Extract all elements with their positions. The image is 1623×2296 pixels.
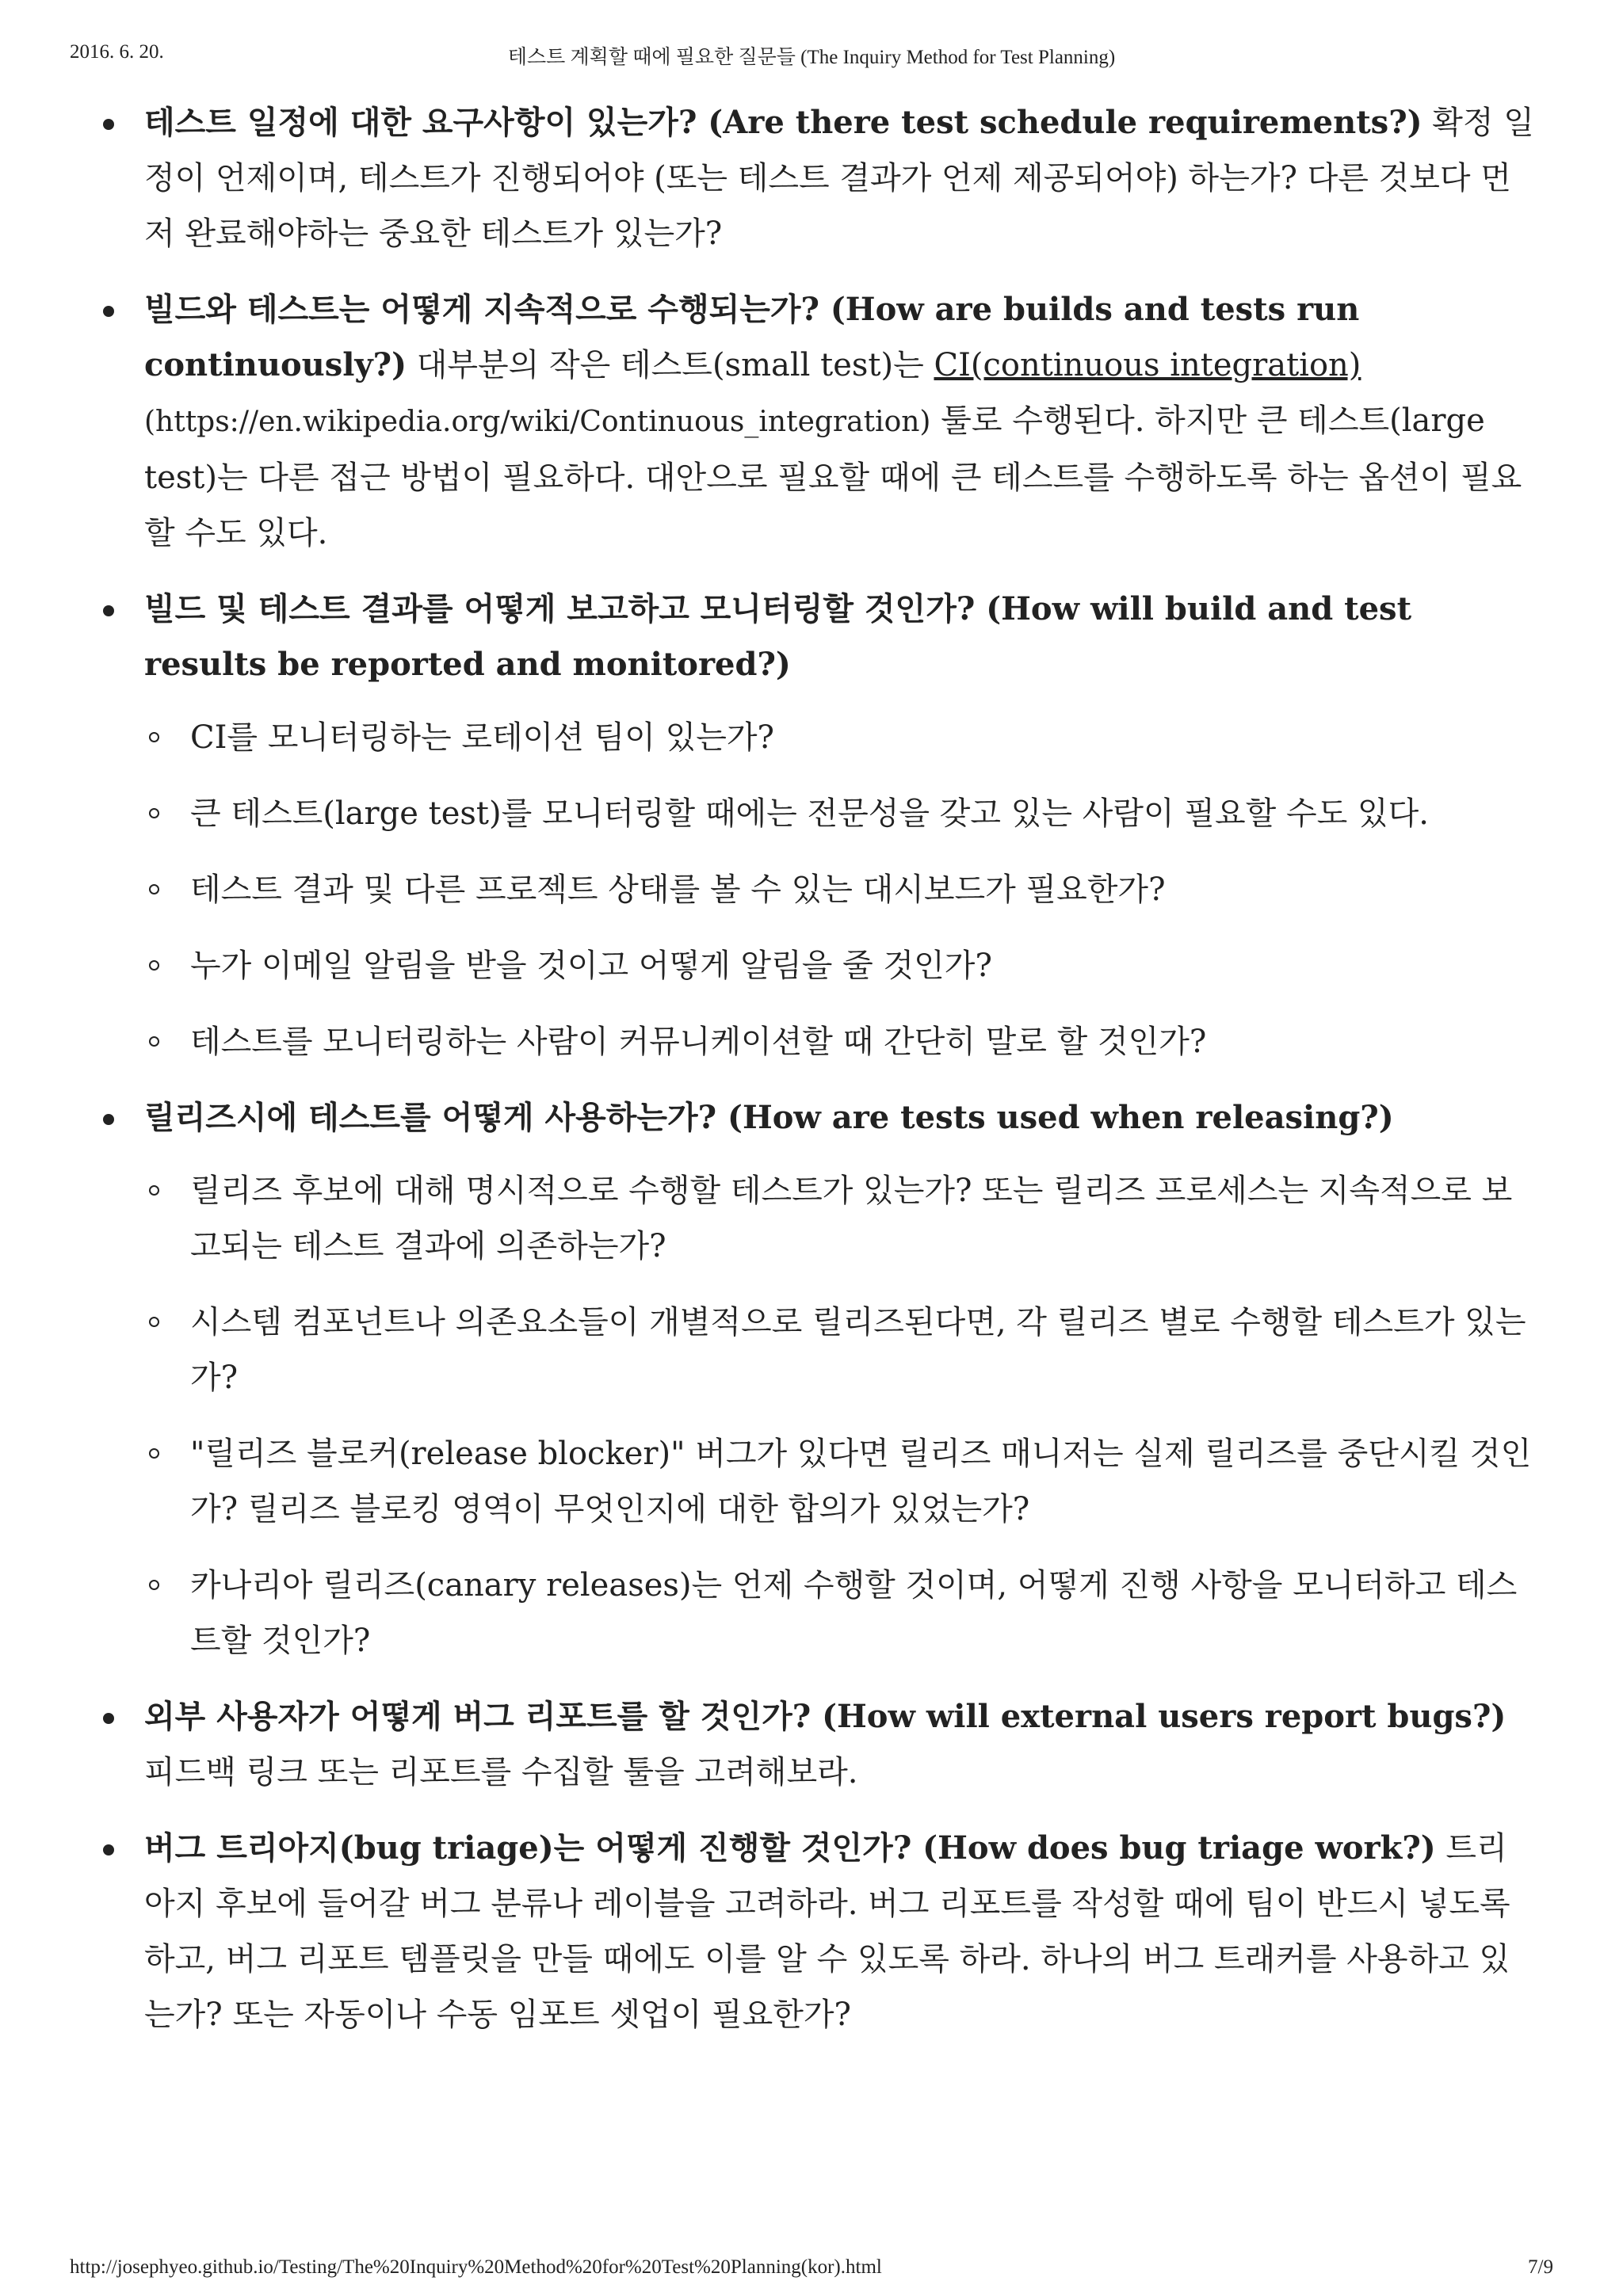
sub-list (144, 710, 1537, 1070)
item-body-continued: 툴로 수행된다. 하지만 큰 테스트(large test)는 다른 접근 방법이 필요하다. 대안으로 필요할 때에 큰 테스트를 수행하도록 하는 옵션이 필요할 수도 있다. (144, 402, 1522, 551)
sub-list-item: 큰 테스트(large test)를 모니터링할 때에는 전문성을 갖고 있는 사람이 필요할 수도 있다. (144, 786, 1537, 841)
ci-link-url: (https://en.wikipedia.org/wiki/Continuous_integration) (144, 406, 931, 438)
print-header (70, 41, 1553, 73)
item-body: 트리아지 후보에 들어갈 버그 분류나 레이블을 고려하라. 버그 리포트를 작성할 때에 팀이 반드시 넣도록 하고, 버그 리포트 템플릿을 만들 때에도 이를 알 수 있도록 하라. 하나의 버그 트래커를 사용하고 있는가? 또는 자동이나 수동 임포트 셋업이 필요한가? (144, 1830, 1510, 2033)
item-body: 대부분의 작은 테스트(small test)는 (407, 347, 934, 383)
question-list (95, 95, 1537, 2042)
document-title: 테스트 계획할 때에 필요한 질문들 (The Inquiry Method for Test Planning) (507, 47, 1116, 68)
item-heading: 외부 사용자가 어떻게 버그 리포트를 할 것인가? (How will external users report bugs?) (144, 1698, 1507, 1735)
sub-list (144, 1163, 1537, 1669)
item-heading: 릴리즈시에 테스트를 어떻게 사용하는가? (How are tests used when releasing?) (144, 1099, 1394, 1136)
main-content (95, 95, 1537, 2063)
list-item-release-tests (95, 1090, 1537, 1669)
print-footer (70, 2256, 1553, 2279)
sub-list-item: 카나리아 릴리즈(canary releases)는 언제 수행할 것이며, 어떻게 진행 사항을 모니터하고 테스트할 것인가? (144, 1558, 1537, 1669)
list-item-continuous-builds (95, 282, 1537, 561)
sub-list-item: 테스트 결과 및 다른 프로젝트 상태를 볼 수 있는 대시보드가 필요한가? (144, 862, 1537, 917)
list-item-results-reporting (95, 582, 1537, 1070)
sub-list-item: 누가 이메일 알림을 받을 것이고 어떻게 알림을 줄 것인가? (144, 938, 1537, 994)
list-item-bug-triage (95, 1821, 1537, 2042)
item-heading: 빌드 및 테스트 결과를 어떻게 보고하고 모니터링할 것인가? (How will build and test results be reported and monitored?) (144, 590, 1412, 683)
list-item-external-bug-reports (95, 1689, 1537, 1800)
ci-link[interactable]: CI(continuous integration) (934, 347, 1361, 383)
sub-list-item: 시스템 컴포넌트나 의존요소들이 개별적으로 릴리즈된다면, 각 릴리즈 별로 수행할 테스트가 있는가? (144, 1295, 1537, 1405)
item-heading: 버그 트리아지(bug triage)는 어떻게 진행할 것인가? (How does bug triage work?) (144, 1829, 1436, 1867)
print-date: 2016. 6. 20. (70, 41, 164, 63)
item-heading: 빌드와 테스트는 어떻게 지속적으로 수행되는가? (How are builds and tests run continuously?) (144, 291, 1360, 383)
item-body: 확정 일정이 언제이며, 테스트가 진행되어야 (또는 테스트 결과가 언제 제공되어야) 하는가? 다른 것보다 먼저 완료해야하는 중요한 테스트가 있는가? (144, 105, 1534, 252)
sub-list-item: "릴리즈 블로커(release blocker)" 버그가 있다면 릴리즈 매니저는 실제 릴리즈를 중단시킬 것인가? 릴리즈 블로킹 영역이 무엇인지에 대한 합의가 있었는가? (144, 1426, 1537, 1537)
item-heading: 테스트 일정에 대한 요구사항이 있는가? (Are there test schedule requirements?) (144, 104, 1423, 141)
sub-list-item: CI를 모니터링하는 로테이션 팀이 있는가? (144, 710, 1537, 765)
sub-list-item: 테스트를 모니터링하는 사람이 커뮤니케이션할 때 간단히 말로 할 것인가? (144, 1014, 1537, 1070)
sub-list-item: 릴리즈 후보에 대해 명시적으로 수행할 테스트가 있는가? 또는 릴리즈 프로세스는 지속적으로 보고되는 테스트 결과에 의존하는가? (144, 1163, 1537, 1274)
page-number: 7/9 (1528, 2256, 1553, 2278)
item-body: 피드백 링크 또는 리포트를 수집할 툴을 고려해보라. (144, 1754, 858, 1791)
page-url: http://josephyeo.github.io/Testing/The%20Inquiry%20Method%20for%20Test%20Planning(kor).html (70, 2256, 882, 2278)
list-item-test-schedule (95, 95, 1537, 261)
